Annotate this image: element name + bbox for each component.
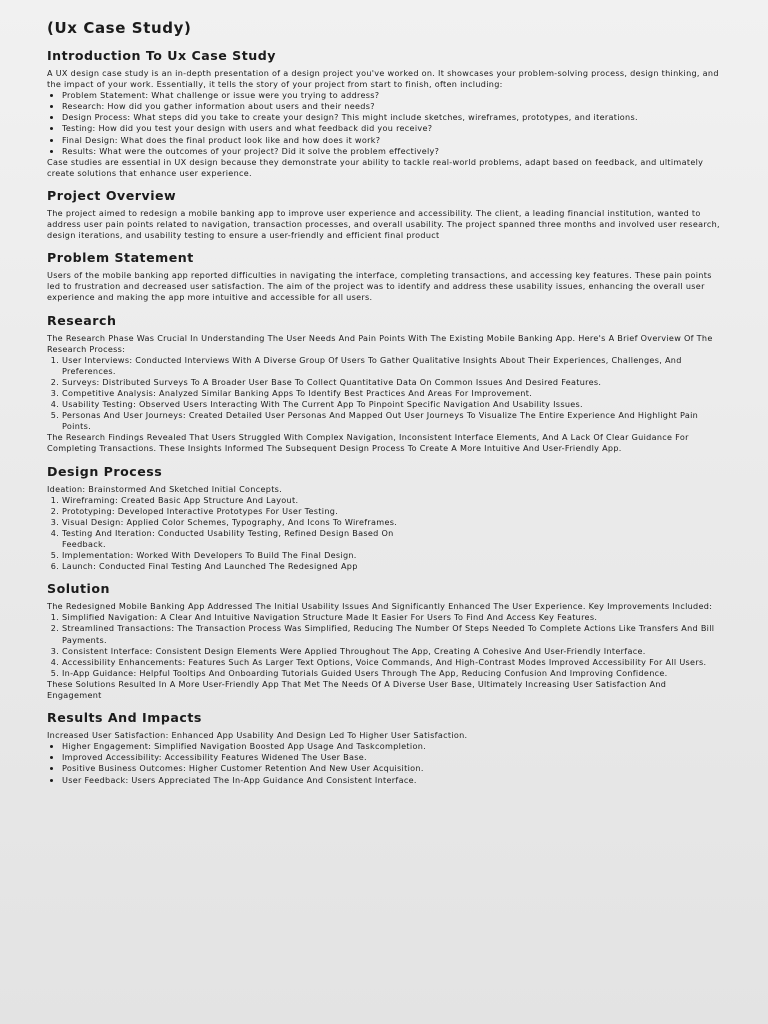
solution-list xyxy=(47,612,721,679)
list-item: 5. In-App Guidance: Helpful Tooltips And Onboarding Tutorials Guided Users Through The App, Reducing Confusion And Improving Confidence. xyxy=(62,668,721,679)
list-item: 1. User Interviews: Conducted Interviews With A Diverse Group Of Users To Gather Qualitative Insights About Their Experiences, Challenges, And Preferences. xyxy=(62,355,721,377)
solution-lead: The Redesigned Mobile Banking App Addressed The Initial Usability Issues And Significantly Enhanced The User Experience. Key Improvements Included: xyxy=(47,601,713,612)
list-item: 2. Streamlined Transactions: The Transaction Process Was Simplified, Reducing The Number Of Steps Needed To Complete Actions Like Transfers And Bill Payments. xyxy=(62,623,721,645)
research-heading: Research xyxy=(47,312,117,328)
results-lead: Increased User Satisfaction: Enhanced App Usability And Design Led To Higher User Satisfaction. xyxy=(47,730,468,741)
design-lead: Ideation: Brainstormed And Sketched Initial Concepts. xyxy=(47,483,283,494)
overview-heading: Project Overview xyxy=(47,187,177,203)
list-item: • Results: What were the outcomes of your project? Did it solve the problem effectively? xyxy=(62,146,721,157)
results-section xyxy=(47,710,721,785)
list-item: • Design Process: What steps did you take to create your design? This might include sketches, wireframes, prototypes, and iterations. xyxy=(62,112,721,123)
intro-heading: Introduction To Ux Case Study xyxy=(47,48,276,63)
list-item: 1. Simplified Navigation: A Clear And Intuitive Navigation Structure Made It Easier For Users To Find And Access Key Features. xyxy=(62,612,721,623)
intro-closing: Case studies are essential in UX design because they demonstrate your ability to tackle real-world problems, adapt based on feedback, and ultimately create solutions that enhance user experience. xyxy=(47,156,704,178)
list-item: • User Feedback: Users Appreciated The In-App Guidance And Consistent Interface. xyxy=(62,775,492,786)
solution-section xyxy=(47,581,721,701)
list-item: • Final Design: What does the final product look like and how does it work? xyxy=(62,135,721,146)
solution-heading: Solution xyxy=(47,581,110,597)
list-item: 2. Surveys: Distributed Surveys To A Broader User Base To Collect Quantitative Data On Common Issues And Desired Features. xyxy=(62,377,721,388)
design-heading: Design Process xyxy=(47,463,163,479)
intro-list xyxy=(47,90,721,157)
page-title: (Ux Case Study) xyxy=(47,19,192,37)
list-item: 3. Consistent Interface: Consistent Design Elements Were Applied Throughout The App, Creating A Cohesive And User-Friendly Interface. xyxy=(62,646,721,657)
list-item: • Improved Accessibility: Accessibility Features Widened The User Base. xyxy=(62,752,492,763)
design-list xyxy=(47,495,402,573)
list-item: 3. Visual Design: Applied Color Schemes, Typography, And Icons To Wireframes. xyxy=(62,517,402,528)
list-item: 3. Competitive Analysis: Analyzed Similar Banking Apps To Identify Best Practices And Areas For Improvement. xyxy=(62,388,721,399)
list-item: 2. Prototyping: Developed Interactive Prototypes For User Testing. xyxy=(62,506,402,517)
list-item: • Testing: How did you test your design with users and what feedback did you receive? xyxy=(62,123,721,134)
design-section xyxy=(47,464,721,573)
problem-heading: Problem Statement xyxy=(47,250,194,266)
problem-section xyxy=(47,250,721,303)
list-item: 6. Launch: Conducted Final Testing And Launched The Redesigned App xyxy=(62,561,402,572)
results-list xyxy=(47,741,492,785)
research-closing: The Research Findings Revealed That Users Struggled With Complex Navigation, Inconsistent Interface Elements, And A Lack Of Clear Guidance For Completing Transactions. These Insights Informed The Subsequent Design Process To Create A More Intuitive And User-Friendly App. xyxy=(47,432,689,454)
list-item: 4. Accessibility Enhancements: Features Such As Larger Text Options, Voice Commands, And High-Contrast Modes Improved Accessibility For All Users. xyxy=(62,657,721,668)
research-lead: The Research Phase Was Crucial In Understanding The User Needs And Pain Points With The Existing Mobile Banking App. Here's A Brief Overview Of The Research Process: xyxy=(47,332,713,354)
results-heading: Results And Impacts xyxy=(47,710,202,726)
list-item: 5. Implementation: Worked With Developers To Build The Final Design. xyxy=(62,550,402,561)
overview-body: The project aimed to redesign a mobile banking app to improve user experience and accessibility. The client, a leading financial institution, wanted to address user pain points related to navigation, transaction processes, and overall usability. The project spanned three months and involved user research, design iterations, and usability testing to ensure a user-friendly and efficient final product xyxy=(47,207,720,241)
overview-section xyxy=(47,188,721,241)
list-item: • Higher Engagement: Simplified Navigation Boosted App Usage And Taskcompletion. xyxy=(62,741,492,752)
list-item: 1. Wireframing: Created Basic App Structure And Layout. xyxy=(62,495,402,506)
research-list xyxy=(47,355,721,433)
solution-closing: These Solutions Resulted In A More User-Friendly App That Met The Needs Of A Diverse User Base, Ultimately Increasing User Satisfaction And Engagement xyxy=(47,678,667,701)
intro-lead: A UX design case study is an in-depth presentation of a design project you've worked on. It showcases your problem-solving process, design thinking, and the impact of your work. Essentially, it tells the story of your project from start to finish, often including: xyxy=(47,68,719,90)
list-item: • Positive Business Outcomes: Higher Customer Retention And New User Acquisition. xyxy=(62,763,492,774)
intro-section xyxy=(47,48,721,179)
list-item: 4. Usability Testing: Observed Users Interacting With The Current App To Pinpoint Specific Navigation And Usability Issues. xyxy=(62,399,721,410)
list-item: 5. Personas And User Journeys: Created Detailed User Personas And Mapped Out User Journeys To Visualize The Entire Experience And Highlight Pain Points. xyxy=(62,410,721,432)
list-item: • Problem Statement: What challenge or issue were you trying to address? xyxy=(62,90,721,101)
research-section xyxy=(47,313,721,455)
problem-body: Users of the mobile banking app reported difficulties in navigating the interface, completing transactions, and accessing key features. These pain points led to frustration and decreased user satisfaction. The aim of the project was to identify and address these usability issues, enhancing the overall user experience and making the app more intuitive and accessible for all users. xyxy=(47,270,712,303)
list-item: • Research: How did you gather information about users and their needs? xyxy=(62,101,721,112)
list-item: 4. Testing And Iteration: Conducted Usability Testing, Refined Design Based On Feedback. xyxy=(62,528,402,550)
